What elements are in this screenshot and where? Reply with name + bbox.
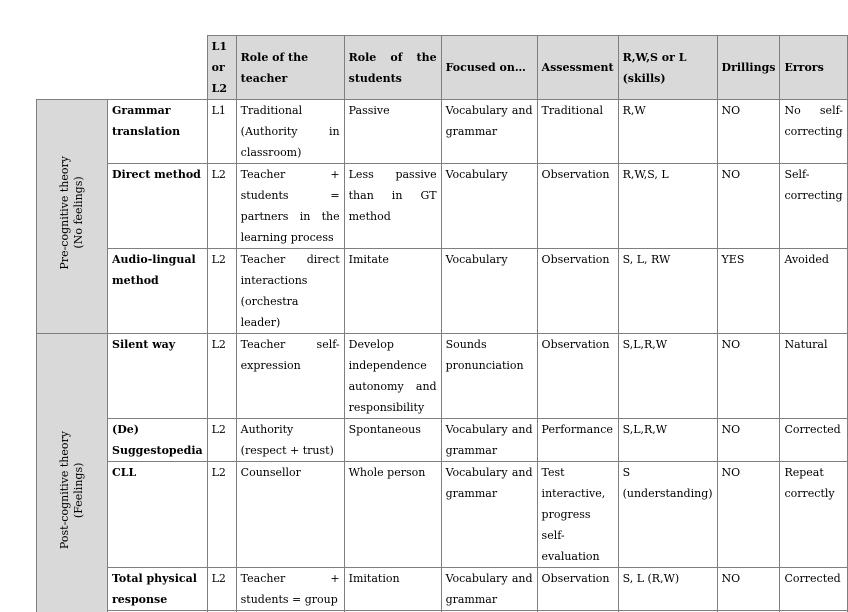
method-cell: CLL [108, 462, 208, 568]
skills-cell: R,W [618, 100, 717, 164]
errors-cell: No self-correcting [780, 100, 848, 164]
methods-comparison-table [36, 35, 848, 612]
table-row [37, 334, 848, 419]
role-teacher-cell: Counsellor [236, 462, 344, 568]
method-cell: (De) Suggestopedia [108, 419, 208, 462]
method-cell [108, 611, 208, 612]
method-cell: Total physical response [108, 568, 208, 611]
drillings-cell: NO [717, 334, 780, 419]
group-title: Pre-cognitive theory [58, 156, 71, 270]
assessment-cell: Test interactive, progress self-evaluation [537, 462, 618, 568]
table-row [37, 419, 848, 462]
table-body [37, 100, 848, 612]
role-teacher-cell: Authority (respect + trust) [236, 419, 344, 462]
group-label [58, 431, 86, 549]
assessment-cell: Observation [537, 568, 618, 611]
assessment-cell: Observation [537, 164, 618, 249]
skills-cell: R,W,S, L [618, 164, 717, 249]
assessment-cell: Observation [537, 334, 618, 419]
header-drillings: Drillings [717, 36, 780, 100]
l1-or-l2-cell: L2 [207, 568, 236, 611]
errors-cell: Repeat correctly [780, 462, 848, 568]
focused-on-cell: Vocabulary and grammar [441, 462, 537, 568]
role-teacher-cell: Teacher + students = group [236, 568, 344, 611]
role-students-cell: Passive [344, 100, 441, 164]
drillings-cell: NO [717, 568, 780, 611]
role-students-cell: Spontaneous [344, 419, 441, 462]
table-row [37, 568, 848, 611]
table-row [37, 249, 848, 334]
role-students-cell [344, 611, 441, 612]
role-students-cell: Develop independence autonomy and responsibility [344, 334, 441, 419]
l1-or-l2-cell: L2 [207, 419, 236, 462]
method-cell: Audio-lingual method [108, 249, 208, 334]
drillings-cell: NO [717, 100, 780, 164]
l1-or-l2-cell [207, 611, 236, 612]
focused-on-cell: Sounds pronunciation [441, 334, 537, 419]
header-errors: Errors [780, 36, 848, 100]
group-subtitle: (No feelings) [72, 177, 85, 249]
l1-or-l2-cell: L2 [207, 462, 236, 568]
focused-on-cell [441, 611, 537, 612]
header-focused-on: Focused on… [441, 36, 537, 100]
drillings-cell: YES [717, 249, 780, 334]
method-cell: Grammar translation [108, 100, 208, 164]
drillings-cell [717, 611, 780, 612]
role-teacher-cell: Teacher + students = partners in the learning process [236, 164, 344, 249]
header-row [37, 36, 848, 100]
focused-on-cell: Vocabulary [441, 249, 537, 334]
role-students-cell: Imitation [344, 568, 441, 611]
errors-cell [780, 611, 848, 612]
skills-cell: S,L,R,W [618, 419, 717, 462]
assessment-cell [537, 611, 618, 612]
table-row [37, 611, 848, 612]
group-label-cell [37, 100, 108, 334]
table-row [37, 164, 848, 249]
role-students-cell: Imitate [344, 249, 441, 334]
skills-cell: S, L (R,W) [618, 568, 717, 611]
focused-on-cell: Vocabulary and grammar [441, 568, 537, 611]
errors-cell: Natural [780, 334, 848, 419]
drillings-cell: NO [717, 164, 780, 249]
skills-cell [618, 611, 717, 612]
l1-or-l2-cell: L2 [207, 249, 236, 334]
role-teacher-cell: Teacher self-expression [236, 334, 344, 419]
focused-on-cell: Vocabulary and grammar [441, 100, 537, 164]
header-l1-or-l2: L1 or L2 [207, 36, 236, 100]
assessment-cell: Performance [537, 419, 618, 462]
group-label-cell [37, 334, 108, 612]
role-teacher-cell: Teacher direct interactions (orchestra leader) [236, 249, 344, 334]
header-assessment: Assessment [537, 36, 618, 100]
l1-or-l2-cell: L2 [207, 334, 236, 419]
errors-cell: Self-correcting [780, 164, 848, 249]
header-skills: R,W,S or L (skills) [618, 36, 717, 100]
role-teacher-cell: Traditional (Authority in classroom) [236, 100, 344, 164]
skills-cell: S (understanding) [618, 462, 717, 568]
header-role-students: Role of the students [344, 36, 441, 100]
method-cell: Direct method [108, 164, 208, 249]
header-role-teacher: Role of the teacher [236, 36, 344, 100]
drillings-cell: NO [717, 419, 780, 462]
errors-cell: Corrected [780, 419, 848, 462]
errors-cell: Corrected [780, 568, 848, 611]
focused-on-cell: Vocabulary [441, 164, 537, 249]
group-label [58, 156, 86, 270]
skills-cell: S,L,R,W [618, 334, 717, 419]
role-students-cell: Less passive than in GT method [344, 164, 441, 249]
table-row [37, 462, 848, 568]
header-blank-cell [37, 36, 208, 100]
group-title: Post-cognitive theory [58, 431, 71, 549]
l1-or-l2-cell: L2 [207, 164, 236, 249]
l1-or-l2-cell: L1 [207, 100, 236, 164]
skills-cell: S, L, RW [618, 249, 717, 334]
drillings-cell: NO [717, 462, 780, 568]
method-cell: Silent way [108, 334, 208, 419]
focused-on-cell: Vocabulary and grammar [441, 419, 537, 462]
assessment-cell: Traditional [537, 100, 618, 164]
table-row [37, 100, 848, 164]
role-teacher-cell [236, 611, 344, 612]
role-students-cell: Whole person [344, 462, 441, 568]
errors-cell: Avoided [780, 249, 848, 334]
group-subtitle: (Feelings) [72, 462, 85, 517]
assessment-cell: Observation [537, 249, 618, 334]
